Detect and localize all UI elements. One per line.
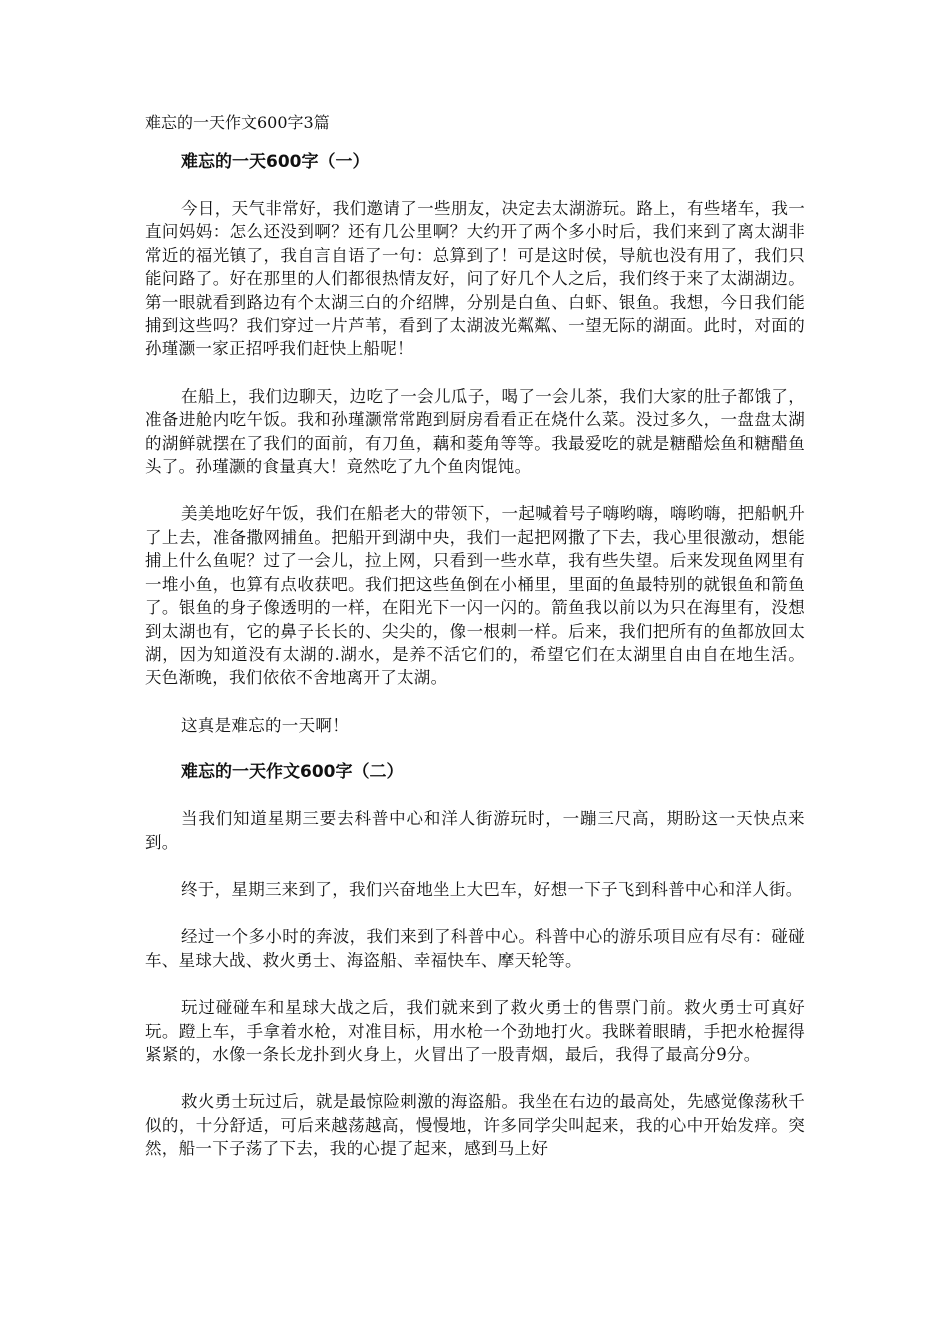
paragraph: 在船上，我们边聊天，边吃了一会儿瓜子，喝了一会儿茶，我们大家的肚子都饿了，准备进舱内吃午饭。我和孙瑾灏常常跑到厨房看看正在烧什么菜。没过多久，一盘盘太湖的湖鲜就摆在了我们的面前，有刀鱼，藕和菱角等等。我最爱吃的就是糖醋烩鱼和糖醋鱼头了。孙瑾灏的食量真大！竟然吃了九个鱼肉馄饨。 bbox=[145, 386, 805, 477]
section-heading-2: 难忘的一天作文600字（二） bbox=[181, 762, 404, 783]
paragraph: 当我们知道星期三要去科普中心和洋人街游玩时，一蹦三尺高，期盼这一天快点来到。 bbox=[145, 809, 805, 852]
paragraph: 玩过碰碰车和星球大战之后，我们就来到了救火勇士的售票门前。救火勇士可真好玩。蹬上车，手拿着水枪，对准目标，用水枪一个劲地打火。我眯着眼睛，手把水枪握得紧紧的，水像一条长龙扑到火身上，火冒出了一股青烟，最后，我得了最高分9分。 bbox=[145, 998, 805, 1064]
paragraph: 经过一个多小时的奔波，我们来到了科普中心。科普中心的游乐项目应有尽有：碰碰车、星球大战、救火勇士、海盗船、幸福快车、摩天轮等。 bbox=[145, 927, 805, 970]
paragraph: 今日，天气非常好，我们邀请了一些朋友，决定去太湖游玩。路上，有些堵车，我一直问妈妈：怎么还没到啊？还有几公里啊？大约开了两个多小时后，我们来到了离太湖非常近的福光镇了，我自言自语了一句：总算到了！可是这时侯，导航也没有用了，我们只能问路了。好在那里的人们都很热情友好，问了好几个人之后，我们终于来了太湖湖边。第一眼就看到路边有个太湖三白的介绍牌，分别是白鱼、白虾、银鱼。我想，今日我们能捕到这些吗？我们穿过一片芦苇，看到了太湖波光粼粼、一望无际的湖面。此时，对面的孙瑾灏一家正招呼我们赶快上船呢！ bbox=[145, 199, 805, 359]
document-title: 难忘的一天作文600字3篇 bbox=[145, 113, 330, 132]
paragraph: 美美地吃好午饭，我们在船老大的带领下，一起喊着号子嗨哟嗨，嗨哟嗨，把船帆升了上去，准备撒网捕鱼。把船开到湖中央，我们一起把网撒了下去，我心里很激动，想能捕上什么鱼呢？过了一会儿，拉上网，只看到一些水草，我有些失望。后来发现鱼网里有一堆小鱼，也算有点收获吧。我们把这些鱼倒在小桶里，里面的鱼最特别的就银鱼和箭鱼了。银鱼的身子像透明的一样，在阳光下一闪一闪的。箭鱼我以前以为只在海里有，没想到太湖也有，它的鼻子长长的、尖尖的，像一根刺一样。后来，我们把所有的鱼都放回太湖，因为知道没有太湖的.湖水，是养不活它们的，希望它们在太湖里自由自在地生活。天色渐晚，我们依依不舍地离开了太湖。 bbox=[145, 504, 805, 688]
section-heading-1: 难忘的一天600字（一） bbox=[181, 152, 370, 172]
document-page bbox=[145, 112, 805, 1185]
paragraph: 救火勇士玩过后，就是最惊险刺激的海盗船。我坐在右边的最高处，先感觉像荡秋千似的，十分舒适，可后来越荡越高，慢慢地，许多同学尖叫起来，我的心中开始发痒。突然，船一下子荡了下去，我的心提了起来，感到马上好 bbox=[145, 1092, 805, 1159]
paragraph: 终于，星期三来到了，我们兴奋地坐上大巴车，好想一下子飞到科普中心和洋人街。 bbox=[181, 879, 803, 899]
paragraph: 这真是难忘的一天啊！ bbox=[181, 715, 349, 735]
